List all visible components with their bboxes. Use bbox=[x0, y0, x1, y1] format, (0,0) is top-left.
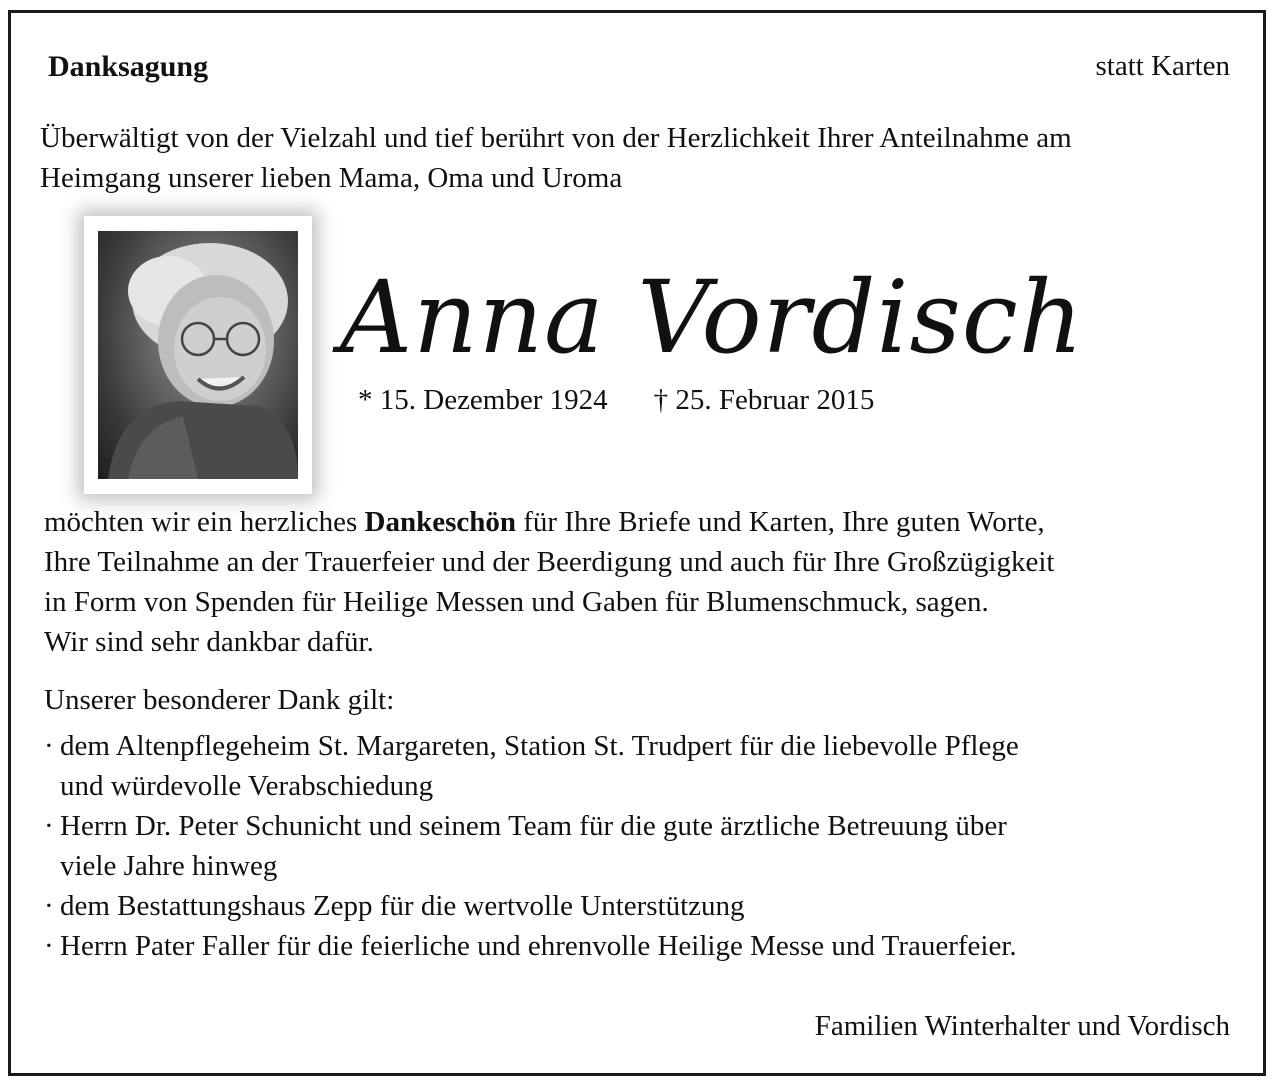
list-item bbox=[44, 886, 1019, 926]
bullet: · bbox=[44, 730, 54, 762]
body-line-1 bbox=[44, 502, 1054, 542]
list-item bbox=[44, 926, 1019, 966]
list-item-line-1: Herrn Dr. Peter Schunicht und seinem Team für die gute ärztliche Betreuung über bbox=[60, 810, 1007, 842]
list-item bbox=[44, 806, 1019, 886]
special-thanks-intro: Unserer besonderer Dank gilt: bbox=[44, 684, 395, 716]
birth-date: * 15. Dezember 1924 bbox=[358, 384, 608, 416]
body-line-1-bold: Dankeschön bbox=[364, 506, 516, 538]
life-dates bbox=[358, 384, 874, 417]
list-item-line-1: Herrn Pater Faller für die feierliche und ehrenvolle Heilige Messe und Trauerfeier. bbox=[60, 930, 1017, 962]
bullet: · bbox=[44, 930, 54, 962]
list-item-line-2: und würdevolle Verabschiedung bbox=[60, 770, 434, 802]
body-line-2: Ihre Teilnahme an der Trauerfeier und der Beerdigung und auch für Ihre Großzügigkeit bbox=[44, 546, 1055, 578]
intro-line-2: Heimgang unserer lieben Mama, Oma und Uroma bbox=[40, 162, 623, 194]
thanks-paragraph bbox=[44, 502, 1054, 662]
body-line-4: Wir sind sehr dankbar dafür. bbox=[44, 626, 374, 658]
signature: Familien Winterhalter und Vordisch bbox=[814, 1010, 1230, 1042]
deceased-name: Anna Vordisch bbox=[340, 259, 1085, 376]
body-line-1-post: für Ihre Briefe und Karten, Ihre guten Worte, bbox=[516, 506, 1045, 538]
intro-text bbox=[40, 118, 1072, 198]
body-line-3: in Form von Spenden für Heilige Messen und Gaben für Blumenschmuck, sagen. bbox=[44, 586, 989, 618]
notice-note: statt Karten bbox=[1095, 50, 1230, 82]
intro-line-1: Überwältigt von der Vielzahl und tief berührt von der Herzlichkeit Ihrer Anteilnahme am bbox=[40, 122, 1072, 154]
notice-title: Danksagung bbox=[48, 50, 209, 83]
bullet: · bbox=[44, 890, 54, 922]
list-item-line-1: dem Altenpflegeheim St. Margareten, Station St. Trudpert für die liebevolle Pflege bbox=[60, 730, 1019, 762]
death-date: † 25. Februar 2015 bbox=[653, 384, 875, 416]
body-line-1-pre: möchten wir ein herzliches bbox=[44, 506, 365, 538]
portrait-photo bbox=[98, 231, 298, 479]
list-item bbox=[44, 726, 1019, 806]
bullet: · bbox=[44, 810, 54, 842]
special-thanks-list bbox=[44, 726, 1019, 966]
portrait-illustration bbox=[98, 231, 298, 479]
list-item-line-2: viele Jahre hinweg bbox=[60, 850, 278, 882]
list-item-line-1: dem Bestattungshaus Zepp für die wertvolle Unterstützung bbox=[60, 890, 745, 922]
